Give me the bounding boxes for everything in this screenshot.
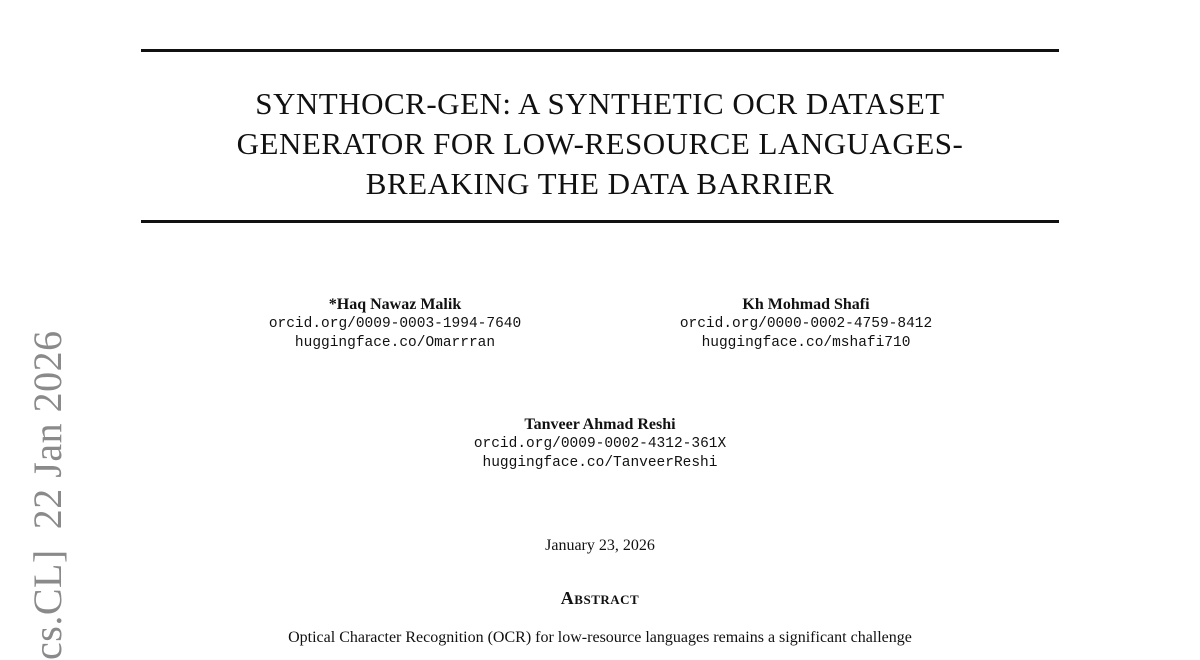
arxiv-category: cs.CL] — [25, 549, 70, 660]
title-line: GENERATOR FOR LOW-RESOURCE LANGUAGES- — [236, 126, 964, 161]
author-block — [215, 295, 575, 353]
paper-title — [141, 84, 1059, 204]
author-orcid-link[interactable]: orcid.org/0009-0003-1994-7640 — [268, 316, 522, 332]
abstract-heading: Abstract — [560, 588, 640, 608]
author-huggingface-link[interactable]: huggingface.co/mshafi710 — [701, 335, 911, 351]
title-rule-bottom — [141, 220, 1059, 223]
author-block — [420, 415, 780, 473]
author-huggingface-link[interactable]: huggingface.co/Omarrran — [294, 335, 496, 351]
author-block — [626, 295, 986, 353]
author-name: Kh Mohmad Shafi — [742, 296, 870, 313]
arxiv-side-stamp — [26, 330, 70, 660]
paper-date: January 23, 2026 — [545, 537, 655, 554]
abstract-text: Optical Character Recognition (OCR) for low-resource languages remains a significant challenge — [288, 629, 912, 646]
arxiv-date: 22 Jan 2026 — [25, 330, 70, 530]
author-name: Tanveer Ahmad Reshi — [524, 416, 676, 433]
title-rule-top — [141, 49, 1059, 52]
author-huggingface-link[interactable]: huggingface.co/TanveerReshi — [482, 455, 718, 471]
title-line: BREAKING THE DATA BARRIER — [365, 166, 835, 201]
author-orcid-link[interactable]: orcid.org/0009-0002-4312-361X — [473, 436, 727, 452]
author-orcid-link[interactable]: orcid.org/0000-0002-4759-8412 — [679, 316, 933, 332]
title-line: SYNTHOCR-GEN: A SYNTHETIC OCR DATASET — [255, 86, 945, 121]
author-name: *Haq Nawaz Malik — [328, 296, 462, 313]
